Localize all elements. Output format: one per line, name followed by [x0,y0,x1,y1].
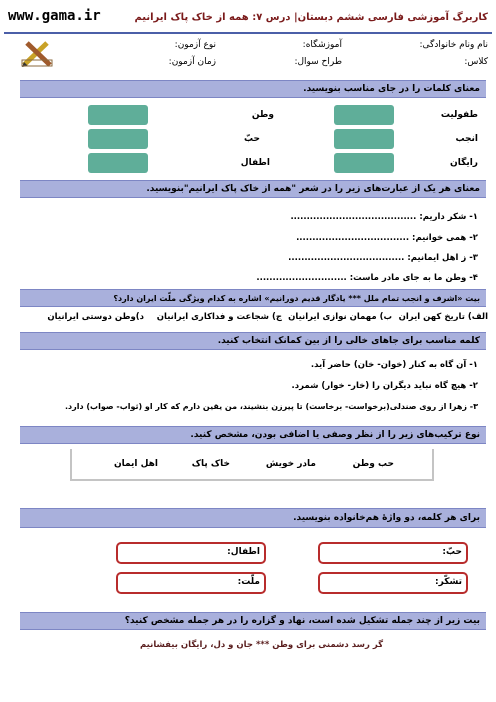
word-family-label: اطفال: [227,547,260,557]
answer-box[interactable] [88,153,148,173]
compound-item: خاک پاک [191,459,230,469]
word-family-label: تشکّر: [435,577,462,587]
word-item: رایگان [450,158,478,168]
section5-title: نوع ترکیب‌های زیر را از نظر وصفی یا اضافی بودن، مشخص کنید. [190,430,480,440]
meaning-item: ۲- همی خوانیم: ................................... [296,233,478,243]
word-family-label: حبّ: [442,547,462,557]
compound-item: حب وطن [352,459,394,469]
word-item: اطفال [240,158,270,168]
word-item: حبّ [243,134,260,144]
compound-item: مادر خویش [265,459,316,469]
option-a[interactable]: الف) تاریخ کهن ایران [398,312,488,322]
verse-text: گر رسد دشمنی برای وطن *** جان و دل، رایگان بیفشانیم [140,640,384,650]
section1-title-bar [20,80,486,98]
section7-title-bar [20,612,486,630]
option-d[interactable]: د)وطن دوستی ایرانیان [47,312,144,322]
pencil-ruler-logo-icon [20,40,54,68]
option-b[interactable]: ب) مهمان نوازی ایرانیان [288,312,392,322]
school-label: آموزشگاه: [302,40,342,50]
section2-title: معنای هر یک از عبارت‌های زیر را در شعر "همه از خاک پاک ایرانیم"بنویسید. [146,184,480,194]
word-item: طفولیت [440,110,478,120]
compound-item: اهل ایمان [113,459,158,469]
fill-blank-item: ۱- آن گاه به کنار (خوان- خان) حاضر آید. [310,360,478,370]
answer-box[interactable] [88,129,148,149]
section3-title: بیت «اشرف و انجب تمام ملل *** یادگار قدیم دورانیم» اشاره به کدام ویژگی ملّت ایران دارد؟ [113,293,480,303]
student-name-label: نام ونام خانوادگی: [419,40,488,50]
header-divider [4,32,492,34]
site-url[interactable]: www.gama.ir [8,8,101,24]
word-family-label: ملّت: [237,577,260,587]
option-c[interactable]: ج) شجاعت و فداکاری ایرانیان [156,312,282,322]
fill-blank-item: ۲- هیچ گاه نباید دیگران را (خار- خوار) شمرد. [291,381,478,391]
meaning-item: ۳- ز اهل ایمانیم: .................................... [288,253,478,263]
test-time-label: زمان آزمون: [168,57,216,67]
section4-title: کلمه مناسب برای جاهای خالی را از بین کمانک انتخاب کنید. [217,336,480,346]
word-item: انجب [455,134,478,144]
test-type-label: نوع آزمون: [174,40,216,50]
answer-box[interactable] [334,129,394,149]
fill-blank-item: ۳- زهرا از روی صندلی(برخواست- برخاست) تا پیرزن بنشیند، من یقین دارم که کار او (ثواب- صواب) دارد. [65,402,478,411]
section4-title-bar [20,332,486,350]
worksheet-title: کاربرگ آموزشی فارسی ششم دبستان| درس ۷: همه از خاک پاک ایرانیم [134,12,488,23]
section2-title-bar [20,180,486,198]
answer-box[interactable] [334,153,394,173]
meaning-item: ۴- وطن ما به جای مادر ماست: ............................ [256,273,478,283]
answer-box[interactable] [88,105,148,125]
class-label: کلاس: [464,57,488,67]
section5-title-bar [20,426,486,444]
section1-title: معنای کلمات را در جای مناسب بنویسید. [303,84,480,94]
section7-title: بیت زیر از چند جمله تشکیل شده است، نهاد و گزاره را در هر جمله مشخص کنید؟ [124,616,480,626]
section6-title: برای هر کلمه، دو واژۀ هم‌خانواده بنویسید. [293,513,480,523]
designer-label: طراح سوال: [294,57,342,67]
word-item: وطن [251,110,274,120]
section6-title-bar [20,508,486,528]
meaning-item: ۱- شکر داریم: ....................................... [290,212,478,222]
section3-title-bar [20,289,486,307]
answer-box[interactable] [334,105,394,125]
